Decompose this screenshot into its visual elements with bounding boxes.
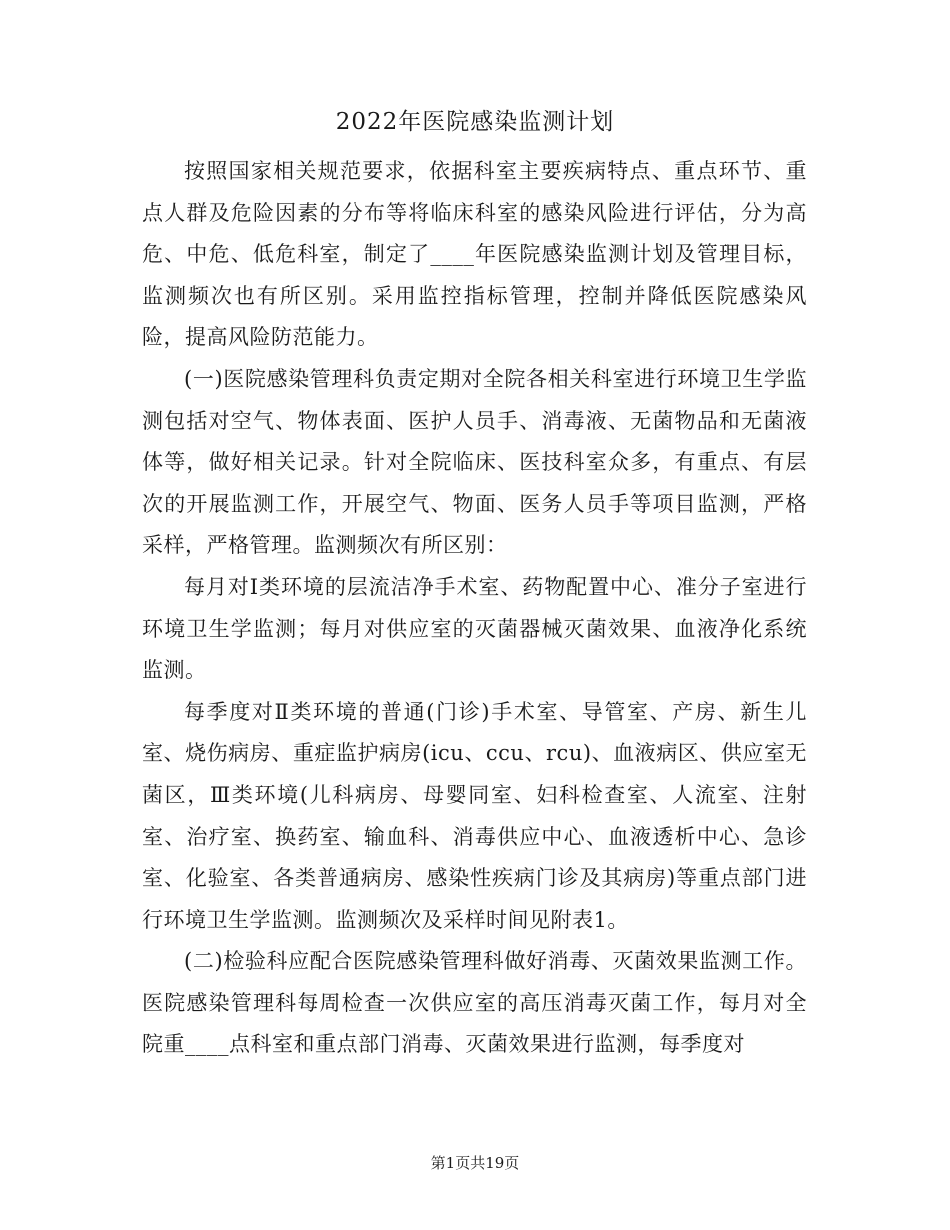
paragraph-intro: 按照国家相关规范要求，依据科室主要疾病特点、重点环节、重点人群及危险因素的分布等将临床科室的感染风险进行评估，分为高危、中危、低危科室，制定了____年医院感染监测计划及管理目标，监测频次也有所区别。采用监控指标管理，控制并降低医院感染风险，提高风险防范能力。 [142, 159, 807, 350]
document-title: 2022年医院感染监测计划 [335, 109, 615, 135]
paragraph-section-1: (一)医院感染管理科负责定期对全院各相关科室进行环境卫生学监测包括对空气、物体表面、医护人员手、消毒液、无菌物品和无菌液体等，做好相关记录。针对全院临床、医技科室众多，有重点、有层次的开展监测工作，开展空气、物面、医务人员手等项目监测，严格采样，严格管理。监测频次有所区别： [142, 366, 807, 558]
paragraph-quarterly: 每季度对Ⅱ类环境的普通(门诊)手术室、导管室、产房、新生儿室、烧伤病房、重症监护病房(icu、ccu、rcu)、血液病区、供应室无菌区，Ⅲ类环境(儿科病房、母婴同室、妇科检查室、人流室、注射室、治疗室、换药室、输血科、消毒供应中心、血液透析中心、急诊室、化验室、各类普通病房、感染性疾病门诊及其病房)等重点部门进行环境卫生学监测。监测频次及采样时间见附表1。 [142, 699, 807, 932]
paragraph-monthly: 每月对Ⅰ类环境的层流洁净手术室、药物配置中心、准分子室进行环境卫生学监测；每月对供应室的灭菌器械灭菌效果、血液净化系统监测。 [142, 574, 807, 683]
paragraph-section-2: (二)检验科应配合医院感染管理科做好消毒、灭菌效果监测工作。医院感染管理科每周检查一次供应室的高压消毒灭菌工作，每月对全院重____点科室和重点部门消毒、灭菌效果进行监测，每季度对 [142, 949, 807, 1057]
page-number: 第1页共19页 [430, 1154, 520, 1172]
document-body [142, 151, 807, 1066]
